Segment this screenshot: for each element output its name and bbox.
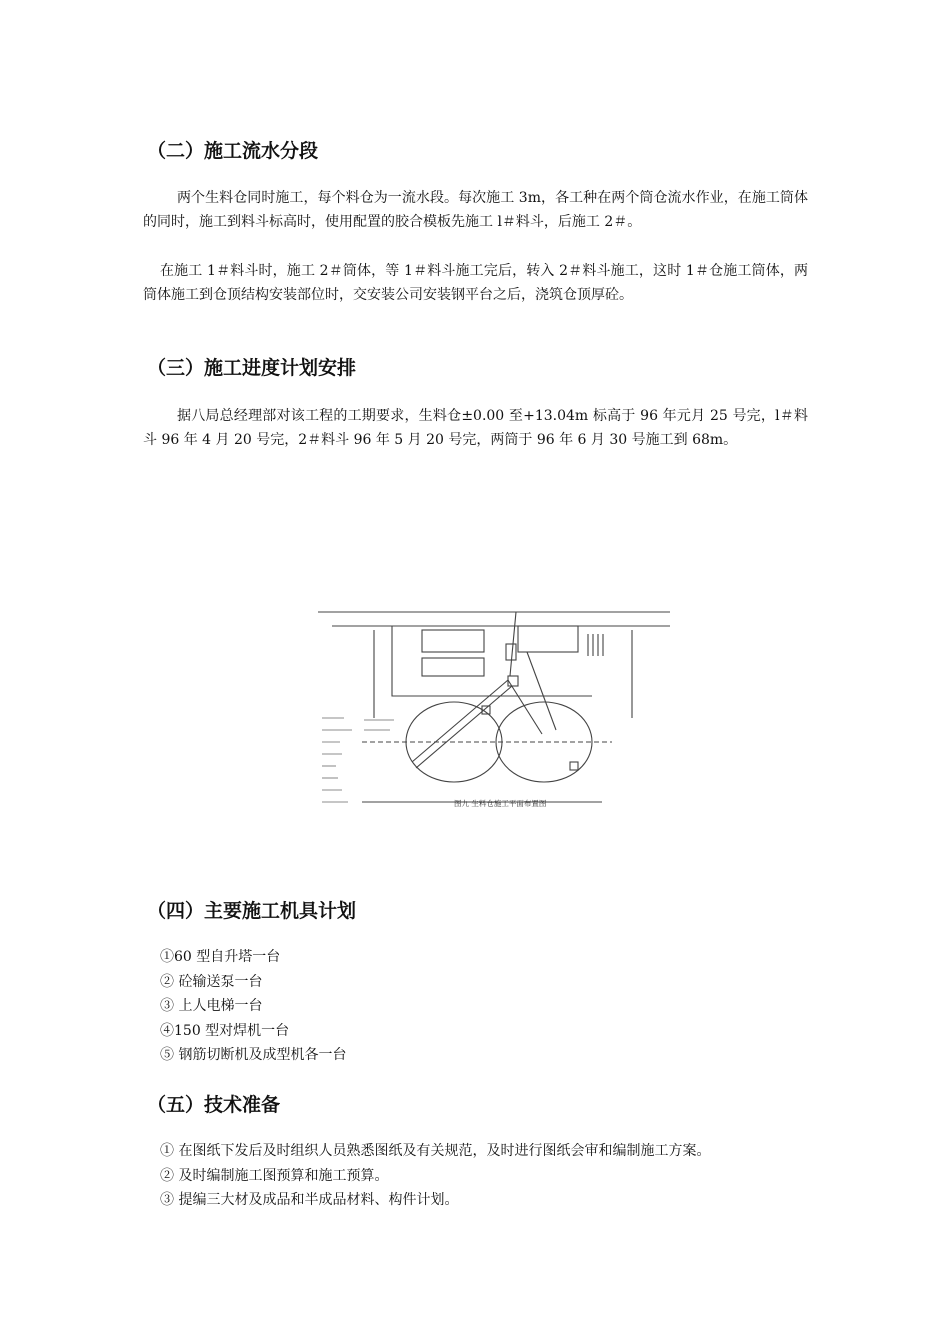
site-layout-drawing <box>312 606 674 818</box>
list-item: ④150 型对焊机一台 <box>160 1022 290 1039</box>
list-item: ② 砼输送泵一台 <box>160 973 263 990</box>
equipment-list <box>160 945 346 1068</box>
heading-equipment-plan: （四）主要施工机具计划 <box>147 900 357 922</box>
heading-schedule-plan: （三）施工进度计划安排 <box>147 357 357 379</box>
list-item: ⑤ 钢筋切断机及成型机各一台 <box>160 1047 347 1063</box>
list-item: ② 及时编制施工图预算和施工预算。 <box>160 1167 389 1184</box>
list-item: ③ 提编三大材及成品和半成品材料、构件计划。 <box>160 1192 459 1208</box>
list-item: ①60 型自升塔一台 <box>160 949 281 965</box>
figure-caption: 图九 生料仓施工平面布置图 <box>454 799 547 808</box>
paragraph-segmentation-2: 在施工 1＃料斗时，施工 2＃筒体，等 1＃料斗施工完后，转入 2＃料斗施工，这时 1＃仓施工筒体，两筒体施工到仓顶结构安装部位时，交安装公司安装钢平台之后，浇筑仓顶厚砼。 <box>143 263 808 303</box>
heading-technical-preparation: （五）技术准备 <box>147 1094 281 1116</box>
paragraph-schedule: 据八局总经理部对该工程的工期要求，生料仓±0.00 至+13.04m 标高于 96 年元月 25 号完，l＃料斗 96 年 4 月 20 号完，2＃料斗 96 年 5 月 20 号完，两筒于 96 年 6 月 30 号施工到 68m。 <box>143 408 808 448</box>
heading-construction-segmentation: （二）施工流水分段 <box>147 140 319 162</box>
paragraph-segmentation-1: 两个生料仓同时施工，每个料仓为一流水段。每次施工 3m，各工种在两个筒仓流水作业，在施工筒体的同时，施工到料斗标高时，使用配置的胶合模板先施工 l＃料斗，后施工 2＃。 <box>143 190 808 230</box>
technical-list <box>160 1139 710 1213</box>
list-item: ① 在图纸下发后及时组织人员熟悉图纸及有关规范，及时进行图纸会审和编制施工方案。 <box>160 1143 711 1159</box>
list-item: ③ 上人电梯一台 <box>160 998 263 1014</box>
site-layout-figure <box>312 606 674 818</box>
